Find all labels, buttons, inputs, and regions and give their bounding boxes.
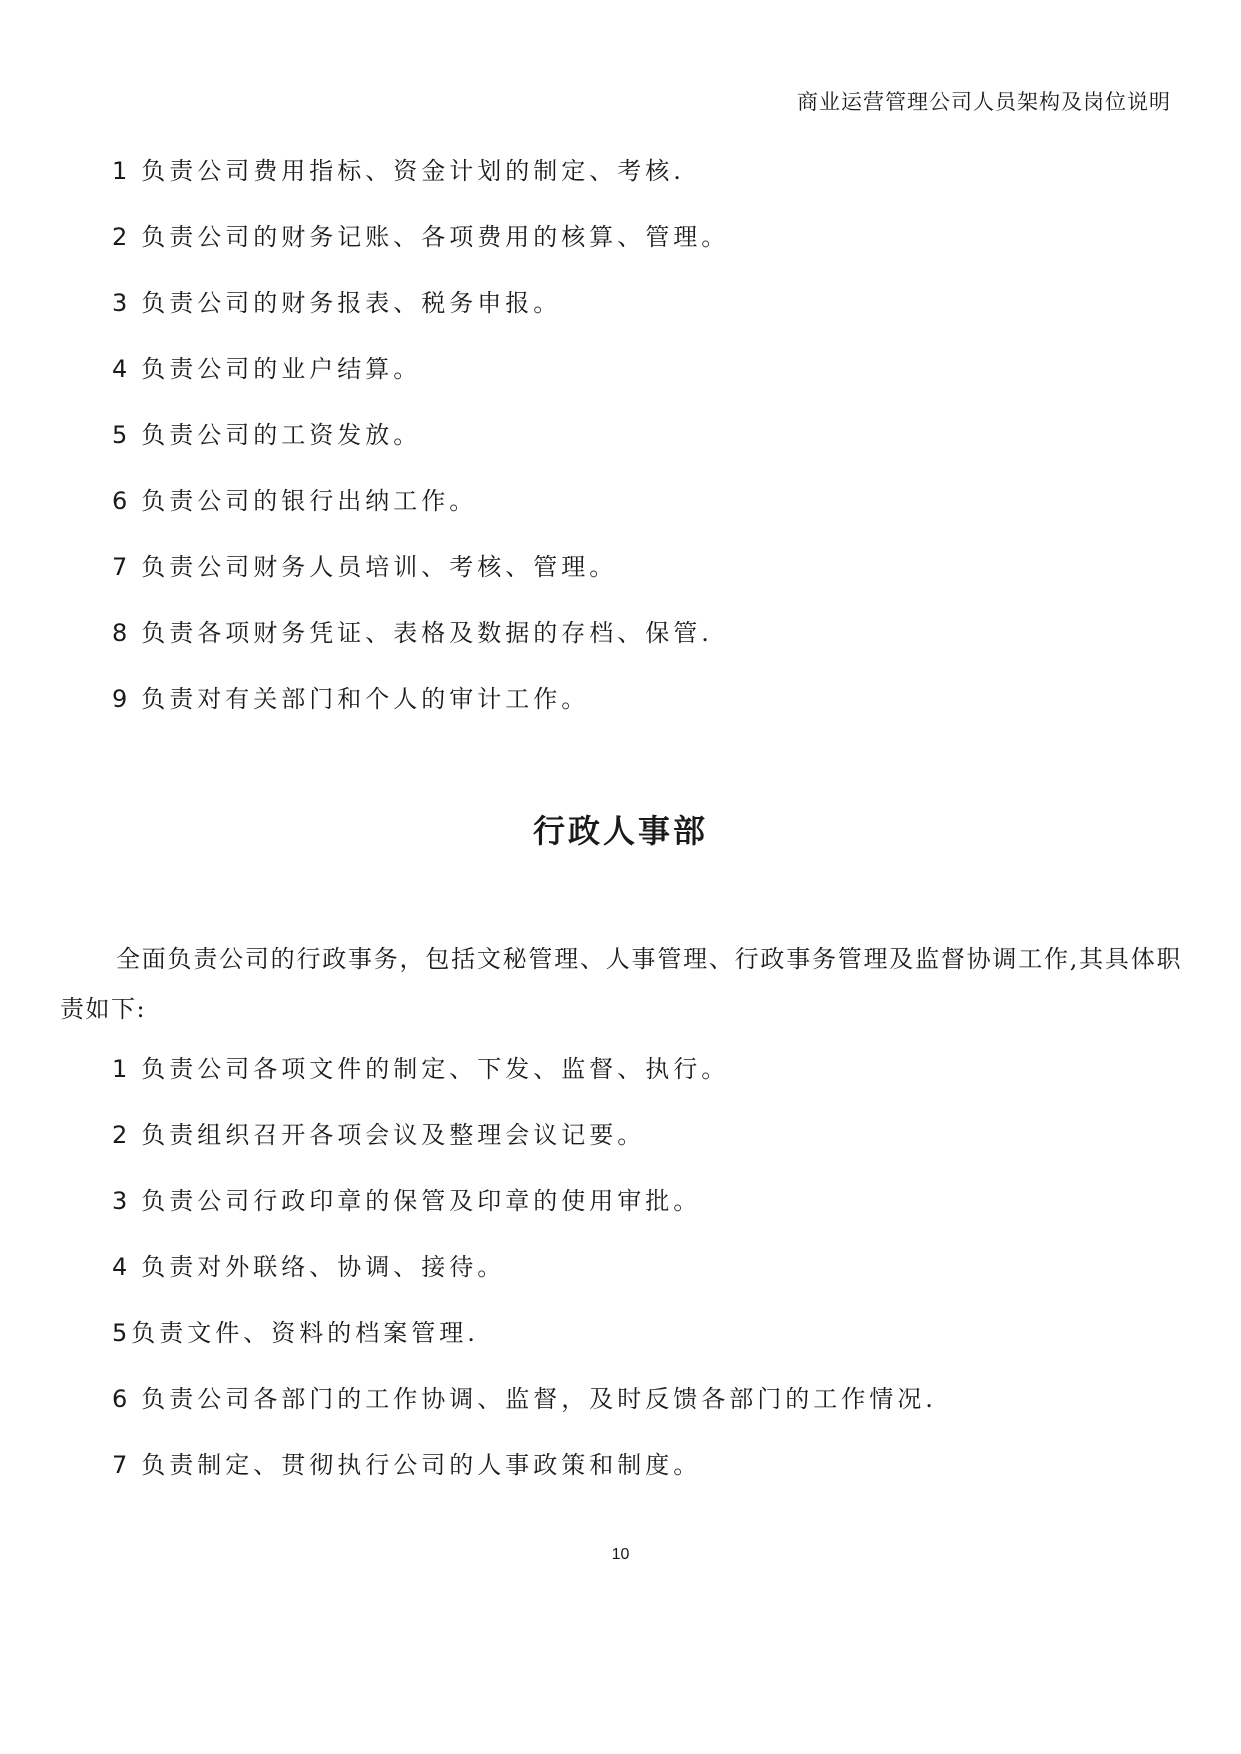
item-number: 2: [112, 1121, 128, 1149]
item-number: 5: [112, 1319, 128, 1347]
item-text: 负责公司财务人员培训、考核、管理。: [141, 553, 618, 581]
item-number: 4: [112, 1253, 128, 1281]
section-heading: 行政人事部: [532, 812, 708, 850]
list-item: [112, 484, 477, 518]
list-item: [112, 1250, 505, 1284]
item-text: 负责公司的财务记账、各项费用的核算、管理。: [141, 223, 730, 251]
item-text: 负责制定、贯彻执行公司的人事政策和制度。: [141, 1451, 702, 1479]
section-intro-paragraph: 全面负责公司的行政事务，包括文秘管理、人事管理、行政事务管理及监督协调工作,其具体职责如下:: [60, 945, 1182, 1023]
item-text: 负责对有关部门和个人的审计工作。: [141, 685, 590, 713]
item-number: 2: [112, 223, 128, 251]
list-item: [112, 352, 421, 386]
item-text: 负责公司的银行出纳工作。: [141, 487, 478, 515]
item-number: 1: [112, 1055, 128, 1083]
item-text: 负责公司的财务报表、税务申报。: [141, 289, 562, 317]
list-item: [112, 220, 729, 254]
item-text: 负责文件、资料的档案管理.: [131, 1319, 479, 1347]
list-item: [112, 154, 685, 188]
page-number: 10: [611, 1546, 630, 1563]
list-item: [112, 286, 561, 320]
item-text: 负责公司各项文件的制定、下发、监督、执行。: [141, 1055, 730, 1083]
item-text: 负责组织召开各项会议及整理会议记要。: [141, 1121, 646, 1149]
list-item: [112, 1052, 729, 1086]
item-text: 负责公司行政印章的保管及印章的使用审批。: [141, 1187, 702, 1215]
item-number: 6: [112, 1385, 128, 1413]
item-number: 9: [112, 685, 128, 713]
item-number: 7: [112, 1451, 128, 1479]
item-number: 4: [112, 355, 128, 383]
list-item: [112, 616, 713, 650]
item-number: 3: [112, 289, 128, 317]
list-item: [112, 1448, 701, 1482]
list-item: [112, 550, 617, 584]
item-number: 3: [112, 1187, 128, 1215]
list-item: [112, 682, 589, 716]
item-text: 负责对外联络、协调、接待。: [141, 1253, 506, 1281]
list-item: [112, 1184, 701, 1218]
item-number: 7: [112, 553, 128, 581]
item-number: 8: [112, 619, 128, 647]
running-header: 商业运营管理公司人员架构及岗位说明: [797, 90, 1171, 114]
item-text: 负责公司的业户结算。: [141, 355, 422, 383]
item-text: 负责公司各部门的工作协调、监督，及时反馈各部门的工作情况.: [141, 1385, 937, 1413]
item-text: 负责各项财务凭证、表格及数据的存档、保管.: [141, 619, 713, 647]
item-number: 1: [112, 157, 128, 185]
list-item: [112, 1382, 937, 1416]
list-item: [112, 418, 421, 452]
item-text: 负责公司的工资发放。: [141, 421, 422, 449]
list-item: [112, 1118, 645, 1152]
item-number: 5: [112, 421, 128, 449]
item-number: 6: [112, 487, 128, 515]
list-item: [112, 1316, 479, 1350]
item-text: 负责公司费用指标、资金计划的制定、考核.: [141, 157, 685, 185]
